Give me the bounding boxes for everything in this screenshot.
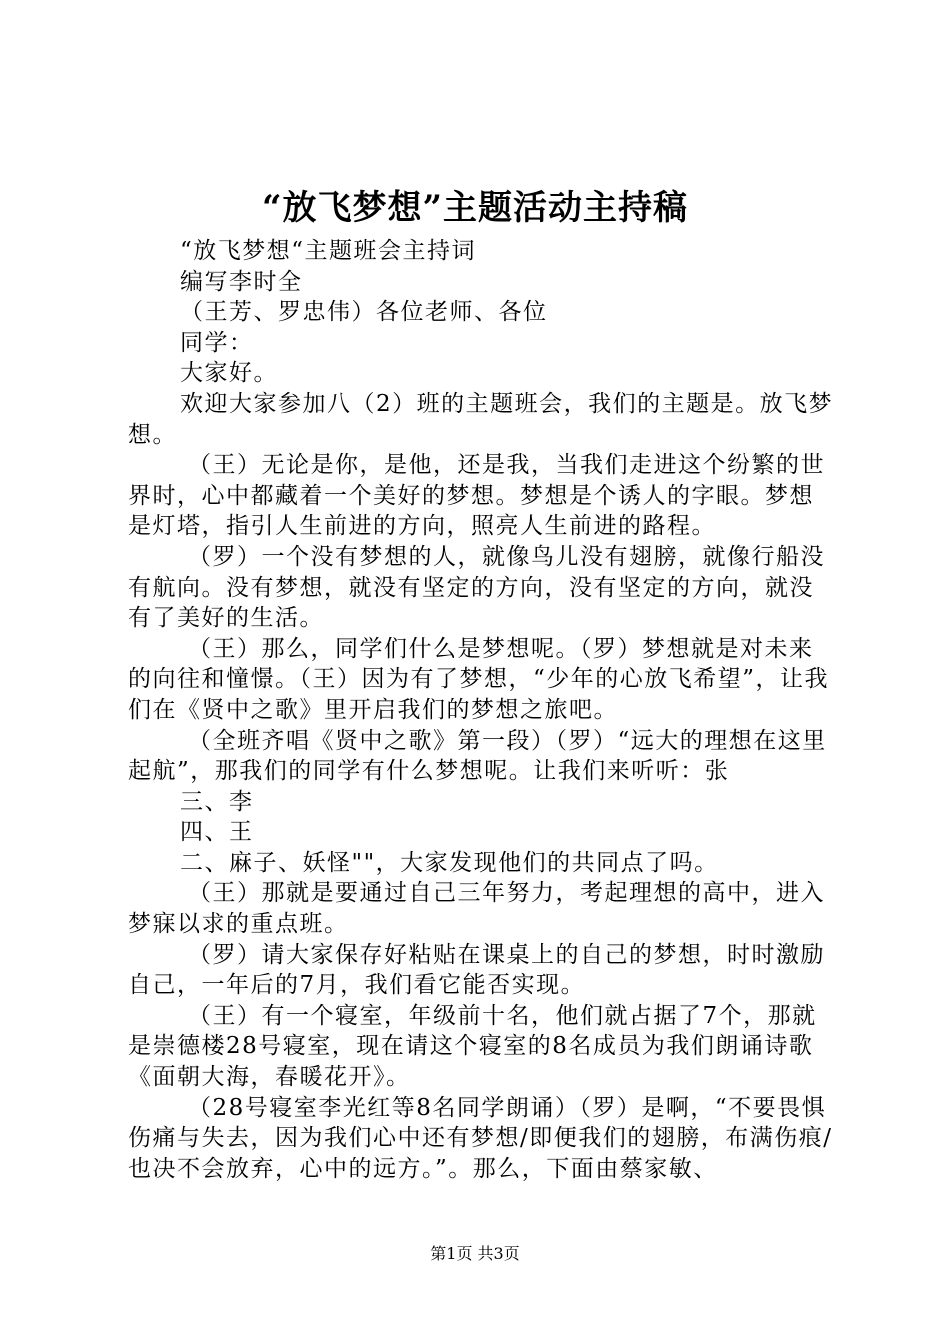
paragraph: （28号寝室李光红等8名同学朗诵）（罗）是啊，“不要畏惧伤痛与失去，因为我们心中还有梦想/即便我们的翅膀，布满伤痕/也决不会放弃，心中的远方。”。那么，下面由蔡家敏、: [128, 1094, 833, 1182]
document-body: [128, 236, 834, 1184]
paragraph: （王）无论是你，是他，还是我，当我们走进这个纷繁的世界时，心中都藏着一个美好的梦想。梦想是个诱人的字眼。梦想是灯塔，指引人生前进的方向，照亮人生前进的路程。: [128, 452, 825, 540]
paragraph: （王）那么，同学们什么是梦想呢。（罗）梦想就是对未来的向往和憧憬。（王）因为有了梦想，“少年的心放飞希望”，让我们在《贤中之歌》里开启我们的梦想之旅吧。: [128, 635, 830, 723]
paragraph: （罗）请大家保存好粘贴在课桌上的自己的梦想，时时激励自己，一年后的7月，我们看它能否实现。: [128, 941, 825, 999]
paragraph: 四、王: [180, 819, 254, 846]
page-footer: 第1页 共3页: [430, 1244, 520, 1263]
paragraph: （王）有一个寝室，年级前十名，他们就占据了7个，那就是崇德楼28号寝室，现在请这个寝室的8名成员为我们朗诵诗歌《面朝大海，春暖花开》。: [128, 1002, 817, 1091]
paragraph-hello: 大家好。: [180, 360, 278, 387]
paragraph-greeting-2: 同学：: [180, 329, 254, 356]
paragraph: （王）那就是要通过自己三年努力，考起理想的高中，进入梦寐以求的重点班。: [128, 880, 825, 938]
document-title: “放飞梦想”主题活动主持稿: [261, 188, 689, 228]
paragraph: 二、麻子、妖怪""，大家发现他们的共同点了吗。: [180, 849, 719, 876]
paragraph: （罗）一个没有梦想的人，就像鸟儿没有翅膀，就像行船没有航向。没有梦想，就没有坚定的方向，没有坚定的方向，就没有了美好的生活。: [128, 543, 825, 632]
paragraph: （全班齐唱《贤中之歌》第一段）（罗）“远大的理想在这里起航”，那我们的同学有什么梦想呢。让我们来听听：张: [128, 727, 827, 785]
paragraph-welcome: 欢迎大家参加八（2）班的主题班会，我们的主题是。放飞梦想。: [128, 390, 834, 448]
paragraph-greeting-1: （王芳、罗忠伟）各位老师、各位: [180, 299, 548, 326]
paragraph-subtitle: “放飞梦想“主题班会主持词: [180, 238, 477, 264]
paragraph: 三、李: [180, 788, 254, 815]
paragraph-author: 编写李时全: [180, 268, 303, 295]
